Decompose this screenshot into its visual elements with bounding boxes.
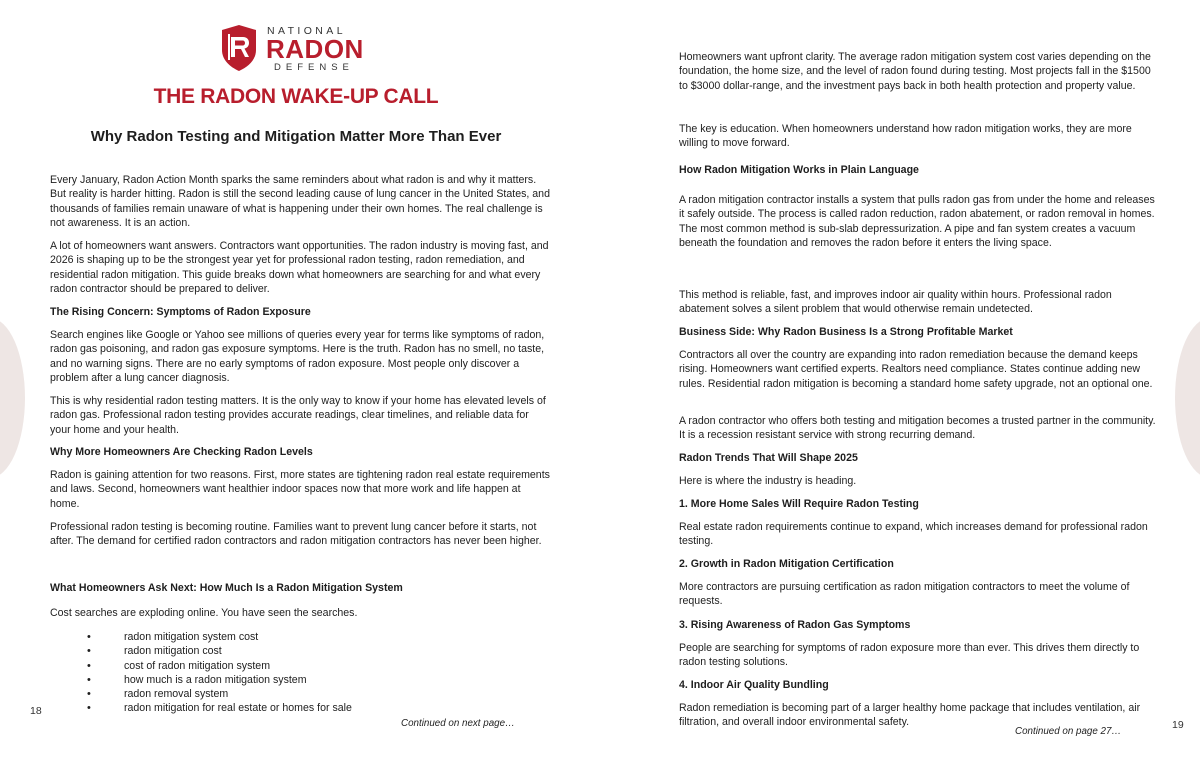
logo-radon-text: RADON — [266, 34, 364, 64]
decorative-half-circle-right — [1175, 318, 1200, 478]
paragraph: Every January, Radon Action Month sparks the same reminders about what radon is and why it matters. But reality is harder hitting. Radon is still the second leading cause of lung cancer in the United States, and thousands of families remain unaware of what is happening under their own homes. The real challenge is not awareness. It is an action. — [50, 174, 550, 229]
logo-national-text: NATIONAL — [267, 25, 346, 37]
paragraph: Real estate radon requirements continue to expand, which increases demand for professional radon testing. — [679, 521, 1148, 548]
paragraph: Radon is gaining attention for two reasons. First, more states are tightening radon real estate requirements and laws. Second, homeowners want healthier indoor spaces now that more work and life happen at home. — [50, 469, 550, 510]
page-number-left: 18 — [30, 705, 42, 717]
paragraph: Search engines like Google or Yahoo see millions of queries every year for terms like symptoms of radon, radon gas poisoning, and radon gas exposure symptoms. Here is the truth. Radon has no smell, no taste, and no warning signs. There are no early symptoms of radon exposure. Most people only discover a problem after a lung cancer diagnosis. — [50, 329, 545, 384]
cost-search-list — [50, 630, 550, 716]
section-heading: Radon Trends That Will Shape 2025 — [679, 452, 858, 464]
list-item: • cost of radon mitigation system — [50, 659, 550, 673]
paragraph: Contractors all over the country are expanding into radon remediation because the demand keeps rising. Homeowners want certified experts. Realtors need compliance. States continue adding new rules. Residential radon mitigation is becoming a standard home safety upgrade, not an optional one. — [679, 349, 1153, 390]
logo-defense-text: DEFENSE — [274, 62, 354, 73]
list-item: • radon mitigation system cost — [50, 630, 550, 644]
national-radon-defense-logo — [170, 24, 370, 74]
paragraph: This is why residential radon testing matters. It is the only way to know if your home has elevated levels of radon gas. Professional radon testing provides accurate readings, clear timelines, and reliable data for your home and your health. — [50, 395, 546, 436]
section-heading: Business Side: Why Radon Business Is a Strong Profitable Market — [679, 326, 1013, 338]
decorative-half-circle-left — [0, 318, 25, 478]
section-heading: How Radon Mitigation Works in Plain Language — [679, 164, 919, 176]
shield-logo-icon — [220, 24, 258, 72]
paragraph: People are searching for symptoms of radon exposure more than ever. This drives them directly to radon testing solutions. — [679, 642, 1140, 669]
list-item: • radon mitigation for real estate or homes for sale — [50, 701, 550, 715]
paragraph: Professional radon testing is becoming routine. Families want to prevent lung cancer before it starts, not after. The demand for certified radon contractors and radon mitigation contractors has never been higher. — [50, 521, 542, 548]
paragraph: A radon contractor who offers both testing and mitigation becomes a trusted partner in the community. It is a recession resistant service with strong recurring demand. — [679, 415, 1156, 442]
section-heading: 4. Indoor Air Quality Bundling — [679, 679, 829, 691]
paragraph: A lot of homeowners want answers. Contractors want opportunities. The radon industry is moving fast, and 2026 is shaping up to be the strongest year yet for professional radon testing, radon remediation, and residential radon mitigation. This guide breaks down what homeowners are searching for and what every radon contractor should be prepared to deliver. — [50, 240, 549, 295]
paragraph: The key is education. When homeowners understand how radon mitigation works, they are more willing to move forward. — [679, 123, 1132, 150]
list-item: • radon removal system — [50, 687, 550, 701]
page-number-right: 19 — [1172, 719, 1184, 731]
section-heading: 3. Rising Awareness of Radon Gas Symptoms — [679, 619, 911, 631]
paragraph: Radon remediation is becoming part of a larger healthy home package that includes ventilation, air filtration, and overall indoor environmental safety. — [679, 702, 1141, 729]
continued-note-left: Continued on next page… — [401, 718, 515, 729]
list-item: • how much is a radon mitigation system — [50, 673, 550, 687]
paragraph: This method is reliable, fast, and improves indoor air quality within hours. Professional radon abatement solves a silent problem that would otherwise remain undetected. — [679, 289, 1112, 316]
section-heading: Why More Homeowners Are Checking Radon Levels — [50, 446, 313, 458]
continued-note-right: Continued on page 27… — [1015, 726, 1122, 737]
section-heading: What Homeowners Ask Next: How Much Is a Radon Mitigation System — [50, 582, 403, 594]
section-heading: The Rising Concern: Symptoms of Radon Exposure — [50, 306, 311, 318]
paragraph: Homeowners want upfront clarity. The average radon mitigation system cost varies depending on the foundation, the home size, and the level of radon found during testing. Most projects fall in the $1500 to $3000 dollar-range, and the investment pays back in both health protection and property value. — [679, 51, 1151, 92]
page-subtitle: Why Radon Testing and Mitigation Matter More Than Ever — [90, 128, 502, 145]
paragraph: Cost searches are exploding online. You have seen the searches. — [50, 607, 358, 619]
paragraph: Here is where the industry is heading. — [679, 475, 857, 487]
section-heading: 2. Growth in Radon Mitigation Certification — [679, 558, 894, 570]
paragraph: A radon mitigation contractor installs a system that pulls radon gas from under the home and releases it safely outside. The process is called radon reduction, radon abatement, or radon removal in homes. The most common method is sub-slab depressurization. A pipe and fan system creates a vacuum beneath the foundation and removes the radon before it enters the living space. — [679, 194, 1155, 249]
section-heading: 1. More Home Sales Will Require Radon Testing — [679, 498, 919, 510]
list-item: • radon mitigation cost — [50, 644, 550, 658]
page-title: THE RADON WAKE-UP CALL — [153, 85, 439, 108]
paragraph: More contractors are pursuing certification as radon mitigation contractors to meet the volume of requests. — [679, 581, 1130, 608]
